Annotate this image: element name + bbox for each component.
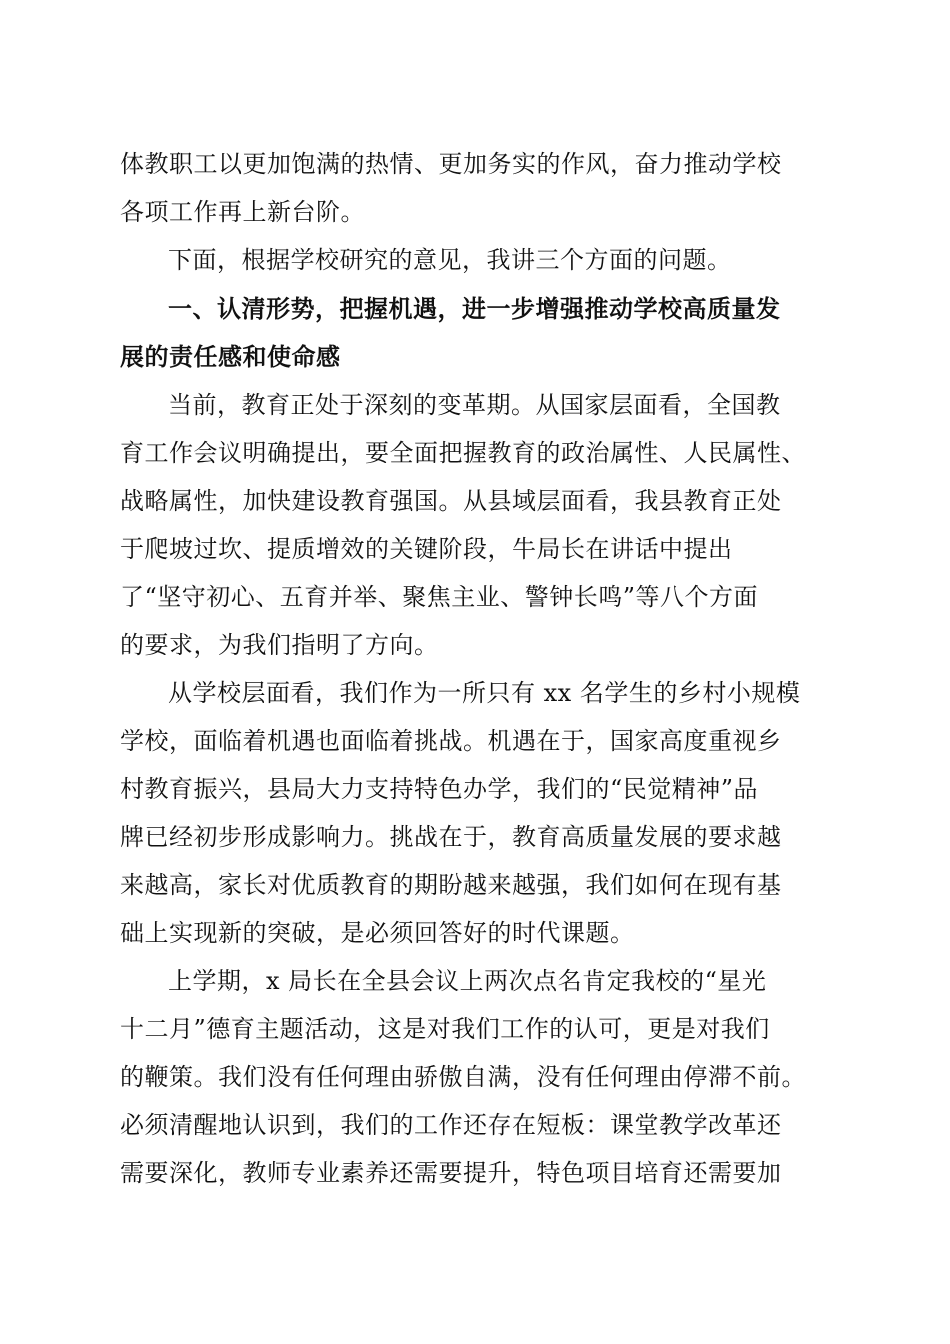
text-line: 各项工作再上新台阶。 bbox=[120, 198, 365, 226]
text-line: 于爬坡过坎、提质增效的关键阶段，牛局长在讲话中提出 bbox=[120, 535, 733, 563]
text-line: 战略属性，加快建设教育强国。从县域层面看，我县教育正处 bbox=[120, 487, 782, 515]
text-line: 学校，面临着机遇也面临着挑战。机遇在于，国家高度重视乡 bbox=[120, 727, 782, 755]
text-line: 上学期，x 局长在全县会议上两次点名肯定我校的“星光 bbox=[168, 967, 767, 995]
text-line: 十二月”德育主题活动，这是对我们工作的认可，更是对我们 bbox=[120, 1015, 770, 1043]
text-line: 必须清醒地认识到，我们的工作还存在短板：课堂教学改革还 bbox=[120, 1111, 782, 1139]
text-line: 体教职工以更加饱满的热情、更加务实的作风，奋力推动学校 bbox=[120, 150, 782, 178]
text-line: 的鞭策。我们没有任何理由骄傲自满，没有任何理由停滞不前。 bbox=[120, 1063, 806, 1091]
text-line: 了“坚守初心、五育并举、聚焦主业、警钟长鸣”等八个方面 bbox=[120, 583, 759, 611]
section-heading: 展的责任感和使命感 bbox=[120, 343, 341, 371]
text-line: 来越高，家长对优质教育的期盼越来越强，我们如何在现有基 bbox=[120, 871, 782, 899]
text-line: 育工作会议明确提出，要全面把握教育的政治属性、人民属性、 bbox=[120, 439, 806, 467]
text-line: 牌已经初步形成影响力。挑战在于，教育高质量发展的要求越 bbox=[120, 823, 782, 851]
text-line: 础上实现新的突破，是必须回答好的时代课题。 bbox=[120, 919, 635, 947]
text-line: 村教育振兴，县局大力支持特色办学，我们的“民觉精神”品 bbox=[120, 775, 759, 803]
text-line: 当前，教育正处于深刻的变革期。从国家层面看，全国教 bbox=[168, 391, 781, 419]
text-line: 下面，根据学校研究的意见，我讲三个方面的问题。 bbox=[168, 246, 732, 274]
text-line: 需要深化，教师专业素养还需要提升，特色项目培育还需要加 bbox=[120, 1159, 782, 1187]
section-heading: 一、认清形势，把握机遇，进一步增强推动学校高质量发 bbox=[168, 295, 781, 323]
text-line: 的要求，为我们指明了方向。 bbox=[120, 631, 439, 659]
text-line: 从学校层面看，我们作为一所只有 xx 名学生的乡村小规模 bbox=[168, 679, 801, 707]
